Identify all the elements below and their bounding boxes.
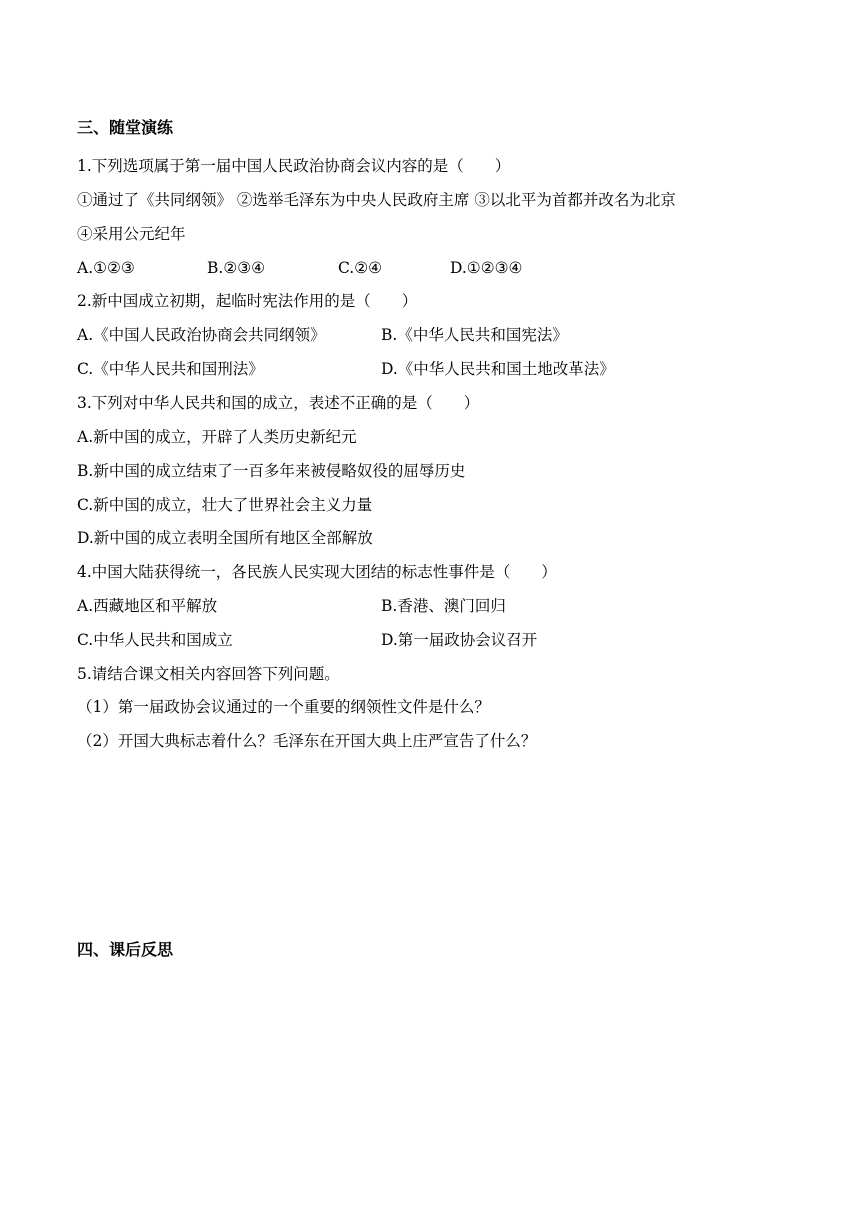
question-2-option-c: C.《中华人民共和国刑法》 (77, 360, 264, 378)
question-3-option-d: D.新中国的成立表明全国所有地区全部解放 (77, 529, 373, 547)
question-4-option-a: A.西藏地区和平解放 (77, 597, 218, 615)
question-3-option-b: B.新中国的成立结束了一百多年来被侵略奴役的屈辱历史 (77, 462, 466, 480)
question-1-option-a: A.①②③ (77, 259, 135, 277)
question-1-option-d: D.①②③④ (450, 259, 523, 277)
question-1-items-line-1: ①通过了《共同纲领》 ②选举毛泽东为中央人民政府主席 ③以北平为首都并改名为北京 (77, 191, 676, 209)
question-3-option-c: C.新中国的成立，壮大了世界社会主义力量 (77, 496, 373, 514)
question-4-option-d: D.第一届政协会议召开 (381, 631, 538, 649)
question-1-option-b: B.②③④ (207, 259, 266, 277)
question-5-sub-1: （1）第一届政协会议通过的一个重要的纲领性文件是什么？ (77, 698, 490, 716)
question-1-option-c: C.②④ (338, 259, 383, 277)
question-2-stem: 2.新中国成立初期，起临时宪法作用的是（ ） (77, 292, 418, 310)
question-4-option-c: C.中华人民共和国成立 (77, 631, 233, 649)
question-5-sub-2: （2）开国大典标志着什么？毛泽东在开国大典上庄严宣告了什么？ (77, 732, 537, 750)
question-1-items-line-2: ④采用公元纪年 (77, 225, 186, 243)
question-3-option-a: A.新中国的成立，开辟了人类历史新纪元 (77, 428, 357, 446)
question-4-option-b: B.香港、澳门回归 (381, 597, 506, 615)
question-3-stem: 3.下列对中华人民共和国的成立，表述不正确的是（ ） (77, 394, 480, 412)
question-2-option-d: D.《中华人民共和国土地改革法》 (381, 360, 615, 378)
section-4-heading: 四、课后反思 (77, 940, 174, 959)
question-2-option-b: B.《中华人民共和国宪法》 (381, 326, 568, 344)
question-4-stem: 4.中国大陆获得统一，各民族人民实现大团结的标志性事件是（ ） (77, 563, 557, 581)
question-1-stem: 1.下列选项属于第一届中国人民政治协商会议内容的是（ ） (77, 157, 511, 175)
section-3-heading: 三、随堂演练 (77, 118, 174, 137)
question-2-option-a: A.《中国人民政治协商会共同纲领》 (77, 326, 326, 344)
question-5-stem: 5.请结合课文相关内容回答下列问题。 (77, 665, 340, 683)
